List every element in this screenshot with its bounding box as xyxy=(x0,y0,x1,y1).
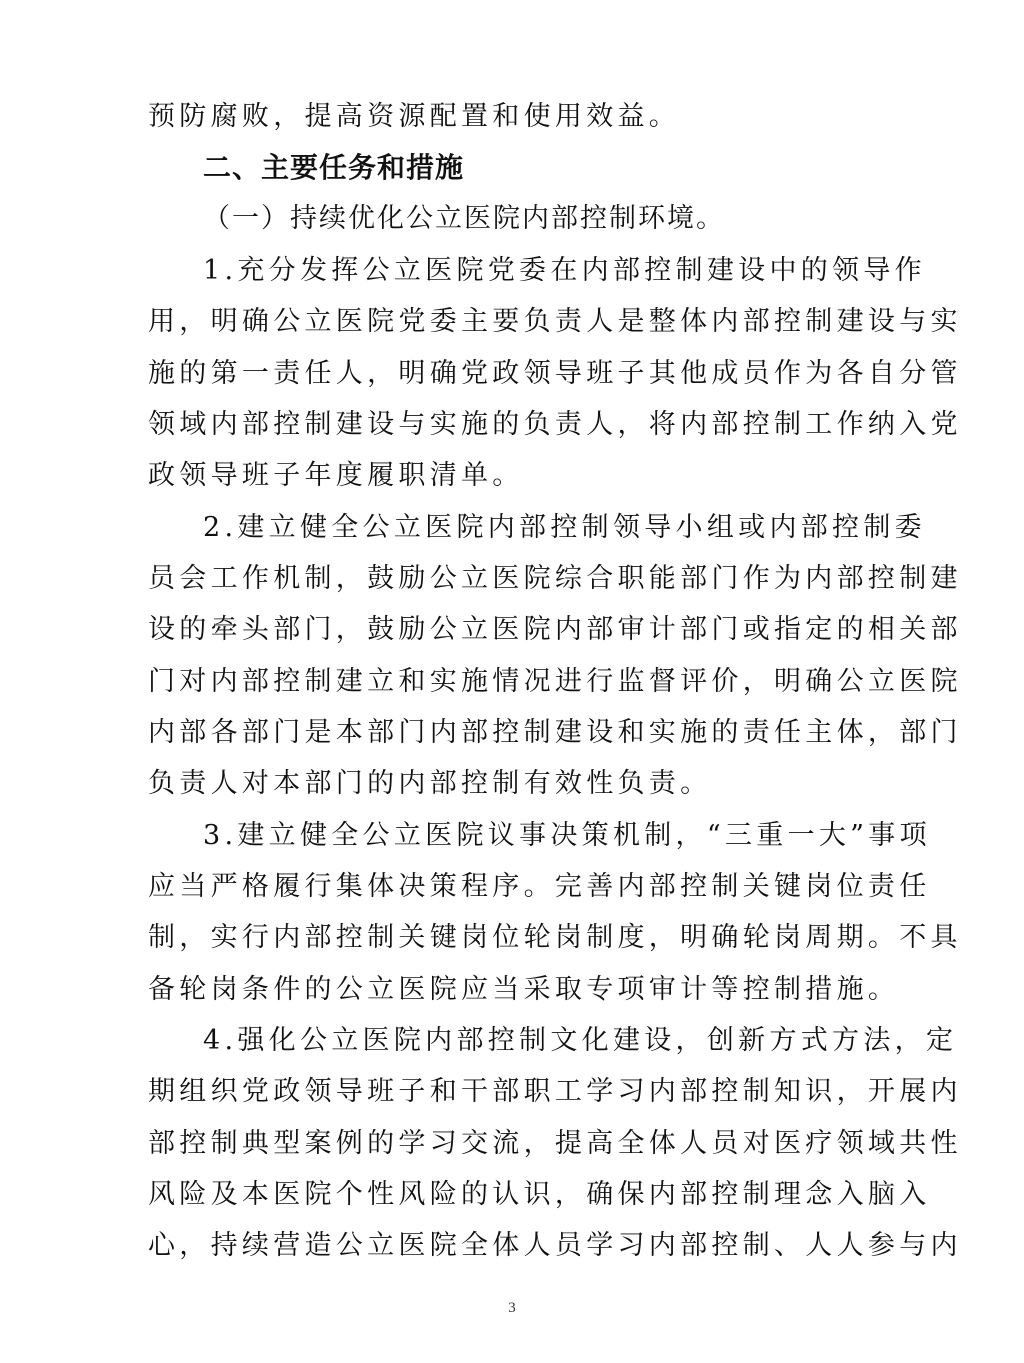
paragraph-line: 4.强化公立医院内部控制文化建设，创新方式方法，定 xyxy=(203,1025,958,1056)
paragraph-line: 3.建立健全公立医院议事决策机制，“三重一大”事项 xyxy=(203,820,931,851)
paragraph-line: 备轮岗条件的公立医院应当采取专项审计等控制措施。 xyxy=(148,974,900,1005)
paragraph-line: 员会工作机制，鼓励公立医院综合职能部门作为内部控制建 xyxy=(148,563,962,594)
paragraph-line: 部控制典型案例的学习交流，提高全体人员对医疗领域共性 xyxy=(148,1128,962,1159)
paragraph-line: 期组织党政领导班子和干部职工学习内部控制知识，开展内 xyxy=(148,1076,962,1107)
paragraph-line: 领域内部控制建设与实施的负责人，将内部控制工作纳入党 xyxy=(148,409,962,440)
paragraph-line: 风险及本医院个性风险的认识，确保内部控制理念入脑入 xyxy=(148,1179,931,1210)
page-number: 3 xyxy=(508,1300,516,1316)
subsection-heading: （一）持续优化公立医院内部控制环境。 xyxy=(203,203,725,234)
paragraph-line: 设的牵头部门，鼓励公立医院内部审计部门或指定的相关部 xyxy=(148,614,962,645)
paragraph-line: 政领导班子年度履职清单。 xyxy=(148,460,524,491)
paragraph-line: 内部各部门是本部门内部控制建设和实施的责任主体，部门 xyxy=(148,717,962,748)
paragraph-line: 心，持续营造公立医院全体人员学习内部控制、人人参与内 xyxy=(148,1230,962,1261)
paragraph-line: 施的第一责任人，明确党政领导班子其他成员作为各自分管 xyxy=(148,358,962,389)
paragraph-line: 2.建立健全公立医院内部控制领导小组或内部控制委 xyxy=(203,512,926,543)
paragraph-line: 门对内部控制建立和实施情况进行监督评价，明确公立医院 xyxy=(148,666,962,697)
paragraph-line: 负责人对本部门的内部控制有效性负责。 xyxy=(148,768,712,799)
paragraph-line: 制，实行内部控制关键岗位轮岗制度，明确轮岗周期。不具 xyxy=(148,922,962,953)
paragraph-line: 用，明确公立医院党委主要负责人是整体内部控制建设与实 xyxy=(148,306,962,337)
paragraph-line: 应当严格履行集体决策程序。完善内部控制关键岗位责任 xyxy=(148,871,931,902)
intro-tail-line: 预防腐败，提高资源配置和使用效益。 xyxy=(148,101,681,132)
section-heading: 二、主要任务和措施 xyxy=(203,151,465,184)
paragraph-line: 1.充分发挥公立医院党委在内部控制建设中的领导作 xyxy=(203,255,926,286)
